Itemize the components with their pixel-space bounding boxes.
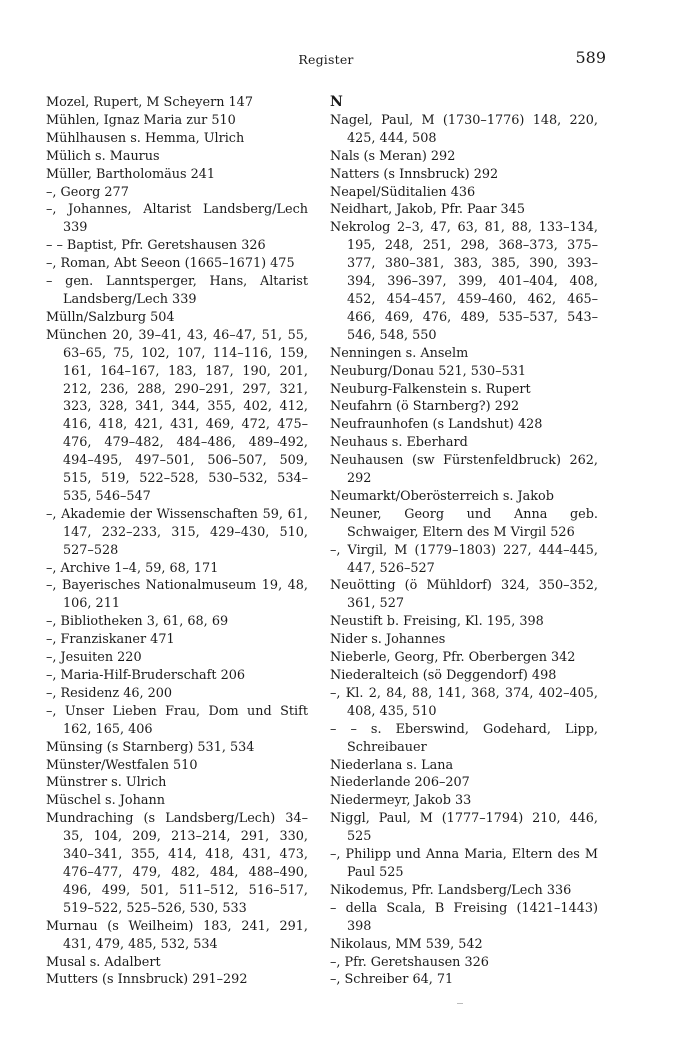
- index-entry: Mülln/Salzburg 504: [46, 309, 175, 325]
- index-entry: Neuhaus s. Eberhard: [330, 435, 468, 451]
- index-entry: Neumarkt/Oberösterreich s. Jakob: [330, 488, 554, 504]
- index-column-right: [330, 94, 598, 989]
- index-entry: Nikodemus, Pfr. Landsberg/Lech 336: [330, 882, 572, 898]
- index-column-left: [46, 94, 308, 989]
- index-entry: Münsing (s Starnberg) 531, 534: [46, 739, 255, 755]
- section-letter: N: [330, 94, 343, 110]
- index-entry: Nider s. Johannes: [330, 632, 446, 648]
- index-entry: Neapel/Süditalien 436: [330, 184, 476, 200]
- index-entry: Niedermeyr, Jakob 33: [330, 793, 472, 809]
- index-entry: Neuburg-Falkenstein s. Rupert: [330, 381, 531, 397]
- index-entry: –, Virgil, M (1779–1803) 227, 444–445, 447, 526–527: [330, 542, 598, 576]
- index-entry: Mutters (s Innsbruck) 291–292: [46, 972, 248, 988]
- index-entry: –, Schreiber 64, 71: [330, 972, 454, 988]
- page-header: [46, 48, 606, 76]
- index-entry: – – Baptist, Pfr. Geretshausen 326: [46, 238, 266, 254]
- index-entry: Müller, Bartholomäus 241: [46, 166, 216, 182]
- index-entry: –, Maria-Hilf-Bruderschaft 206: [46, 668, 246, 683]
- index-entry: Niederlande 206–207: [330, 775, 470, 791]
- index-entry: –, Unser Lieben Frau, Dom und Stift 162, 165, 406: [46, 703, 308, 737]
- index-entry: Neuhausen (sw Fürstenfeldbruck) 262, 292: [330, 453, 598, 487]
- index-entry: Nekrolog 2–3, 47, 63, 81, 88, 133–134, 195, 248, 251, 298, 368–373, 375–377, 380–381, 383, 385, 390, 393–394, 396–397, 399, 401–404, 408, 452, 454–457, 459–460, 462, 465–466, 469, 476, 489, 535–537, 543–546, 548, 550: [330, 220, 598, 343]
- index-entry: Mozel, Rupert, M Scheyern 147: [46, 95, 253, 110]
- index-entry: –, Akademie der Wissenschaften 59, 61, 147, 232–233, 315, 429–430, 510, 527–528: [46, 506, 308, 558]
- index-entry: –, Philipp und Anna Maria, Eltern des M Paul 525: [330, 847, 598, 880]
- index-entry: Neufraunhofen (s Landshut) 428: [330, 417, 543, 433]
- index-entry: Niederlana s. Lana: [330, 757, 454, 773]
- index-entry: –, Residenz 46, 200: [46, 685, 173, 701]
- index-entry: –, Johannes, Altarist Landsberg/Lech 339: [46, 202, 308, 236]
- index-entry: Mühlhausen s. Hemma, Ulrich: [46, 130, 245, 146]
- index-entry: München 20, 39–41, 43, 46–47, 51, 55, 63–65, 75, 102, 107, 114–116, 159, 161, 164–167, 183, 187, 190, 201, 212, 236, 288, 290–291, 297, 321, 323, 328, 341, 344, 355, 402, 412, 416, 418, 421, 431, 469, 472, 475–476, 479–482, 484–486, 489–492, 494–495, 497–501, 506–507, 509, 515, 519, 522–528, 530–532, 534–535, 546–547: [46, 327, 308, 504]
- index-entry: Mundraching (s Landsberg/Lech) 34–35, 104, 209, 213–214, 291, 330, 340–341, 355, 414, 418, 431, 473, 476–477, 479, 482, 484, 488–490, 496, 499, 501, 511–512, 516–517, 519–522, 525–526, 530, 533: [46, 811, 308, 916]
- index-entry: Mühlen, Ignaz Maria zur 510: [46, 112, 236, 128]
- index-entry: Niederalteich (sö Deggendorf) 498: [330, 668, 557, 683]
- index-entry: Neustift b. Freising, Kl. 195, 398: [330, 614, 544, 630]
- index-entry: Mülich s. Maurus: [46, 148, 160, 164]
- index-entry: Münster/Westfalen 510: [46, 757, 198, 773]
- index-entry: –, Archive 1–4, 59, 68, 171: [46, 560, 219, 576]
- index-entry: Murnau (s Weilheim) 183, 241, 291, 431, 479, 485, 532, 534: [46, 918, 308, 952]
- index-entry: Nals (s Meran) 292: [330, 148, 456, 164]
- page-number: 589: [575, 48, 606, 67]
- index-entry: Nagel, Paul, M (1730–1776) 148, 220, 425, 444, 508: [330, 112, 598, 146]
- index-entry: Münstrer s. Ulrich: [46, 775, 167, 791]
- index-entry: Müschel s. Johann: [46, 793, 165, 809]
- index-entry: Natters (s Innsbruck) 292: [330, 166, 499, 182]
- index-entry: –, Jesuiten 220: [46, 650, 142, 666]
- index-entry: – gen. Lanntsperger, Hans, Altarist Landsberg/Lech 339: [46, 274, 308, 307]
- index-entry: Nikolaus, MM 539, 542: [330, 936, 483, 952]
- index-entry: Neidhart, Jakob, Pfr. Paar 345: [330, 202, 525, 218]
- index-entry: Neuburg/Donau 521, 530–531: [330, 363, 527, 379]
- index-entry: Niggl, Paul, M (1777–1794) 210, 446, 525: [330, 811, 598, 845]
- index-entry: Neuner, Georg und Anna geb. Schwaiger, Eltern des M Virgil 526: [330, 506, 598, 540]
- index-entry: –, Georg 277: [46, 184, 129, 200]
- index-entry: Nenningen s. Anselm: [330, 345, 469, 361]
- index-entry: Musal s. Adalbert: [46, 954, 161, 970]
- index-entry: –, Bibliotheken 3, 61, 68, 69: [46, 614, 229, 630]
- index-entry: Neuötting (ö Mühldorf) 324, 350–352, 361, 527: [330, 578, 598, 612]
- index-entry: –, Kl. 2, 84, 88, 141, 368, 374, 402–405, 408, 435, 510: [330, 685, 598, 719]
- index-entry: Neufahrn (ö Starnberg?) 292: [330, 399, 520, 415]
- index-entry: –, Pfr. Geretshausen 326: [330, 954, 489, 970]
- index-entry: – – s. Eberswind, Godehard, Lipp, Schreibauer: [330, 721, 598, 755]
- footer-mark: [457, 1003, 463, 1004]
- index-entry: –, Bayerisches Nationalmuseum 19, 48, 106, 211: [46, 578, 308, 612]
- index-entry: – della Scala, B Freising (1421–1443) 398: [330, 900, 598, 934]
- running-title: Register: [298, 52, 354, 67]
- index-entry: –, Roman, Abt Seeon (1665–1671) 475: [46, 256, 295, 272]
- index-entry: –, Franziskaner 471: [46, 632, 175, 648]
- index-entry: Nieberle, Georg, Pfr. Oberbergen 342: [330, 650, 576, 666]
